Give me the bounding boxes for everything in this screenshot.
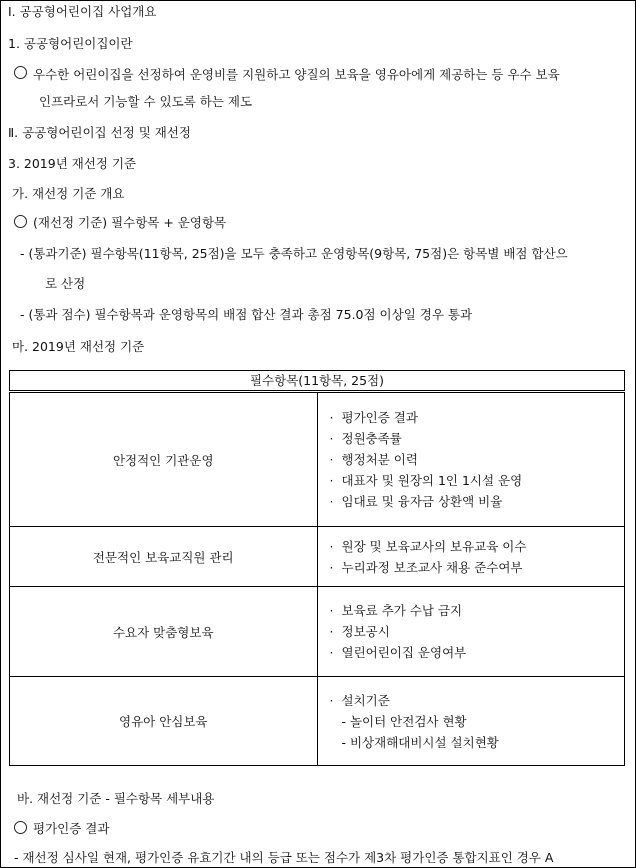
- required-items-table: [9, 370, 625, 766]
- sub-1-title: 1. 공공형어린이집이란: [8, 36, 133, 51]
- list-item: · 행정처분 이력: [329, 452, 418, 467]
- list-subitem: - 놀이터 안전검사 현황: [341, 713, 467, 729]
- criteria-basic-text: (재선정 기준) 필수항목 + 운영항목: [33, 215, 227, 230]
- table-header: 필수항목(11항목, 25점): [10, 371, 625, 392]
- list-item: · 열린어린이집 운영여부: [329, 645, 467, 660]
- table-row: [10, 392, 625, 527]
- list-item: · 임대료 및 융자금 상환액 비율: [329, 494, 503, 509]
- items-cell: [317, 527, 625, 587]
- criteria-score: - (통과 점수) 필수항목과 운영항목의 배점 합산 결과 총점 75.0점 이상일 경우 통과: [20, 307, 473, 322]
- section-2-title: Ⅱ. 공공형어린이집 선정 및 재선정: [8, 125, 191, 140]
- list-item: · 누리과정 보조교사 채용 준수여부: [329, 559, 523, 575]
- list-item: · 보육료 추가 수납 금지: [329, 603, 463, 618]
- list-item: · 대표자 및 원장의 1인 1시설 운영: [329, 473, 523, 488]
- sub-3-title: 3. 2019년 재선정 기준: [8, 156, 137, 171]
- list-item: · 정원충족률: [329, 431, 402, 446]
- detail-text: - 재선정 심사일 현재, 평가인증 유효기간 내의 등급 또는 점수가 제3차 평가인증 통합지표인 경우 A: [14, 850, 554, 865]
- detail-item: [14, 820, 109, 838]
- detail-title: 바. 재선정 기준 - 필수항목 세부내용: [17, 791, 215, 806]
- criteria-basic: [14, 214, 226, 232]
- criteria-pass-line-2: 로 산정: [45, 276, 86, 291]
- definition-text-1: 우수한 어린이집을 선정하여 운영비를 지원하고 양질의 보육을 영유아에게 제공하는 등 우수 보육: [33, 67, 560, 82]
- table-row: [10, 527, 625, 587]
- table-row: [10, 677, 625, 766]
- definition-line-2: 인프라로서 기능할 수 있도록 하는 제도: [39, 94, 253, 109]
- category-cell: 수요자 맞춤형보육: [10, 587, 318, 677]
- section-1-title: Ⅰ. 공공형어린이집 사업개요: [8, 4, 157, 19]
- bullet-circle-icon: [14, 66, 27, 79]
- criteria-pass-text-1: - (통과기준) 필수항목(11항목, 25점)을 모두 충족하고 운영항목(9항목, 75점)은 항목별 배점 합산으: [20, 246, 568, 261]
- list-subitem: - 비상재해대비시설 설치현황: [341, 734, 499, 750]
- category-cell: 전문적인 보육교직원 관리: [10, 527, 318, 587]
- list-item: · 정보공시: [329, 624, 390, 639]
- items-cell: [317, 587, 625, 677]
- list-item: · 설치기준: [329, 692, 390, 708]
- items-cell: [317, 677, 625, 766]
- bullet-circle-icon: [14, 215, 27, 228]
- definition-line-1: [14, 66, 629, 84]
- criteria-2019-title: 마. 2019년 재선정 기준: [12, 339, 145, 354]
- list-item: · 평가인증 결과: [329, 410, 418, 425]
- category-cell: 영유아 안심보육: [10, 677, 318, 766]
- list-item: · 원장 및 보육교사의 보유교육 이수: [329, 538, 527, 554]
- table-row: [10, 587, 625, 677]
- criteria-pass-line-1: [20, 245, 629, 263]
- overview-title: 가. 재선정 기준 개요: [12, 186, 125, 201]
- bullet-circle-icon: [14, 821, 27, 834]
- category-cell: 안정적인 기관운영: [10, 392, 318, 527]
- detail-item-text: 평가인증 결과: [33, 821, 110, 836]
- items-cell: [317, 392, 625, 527]
